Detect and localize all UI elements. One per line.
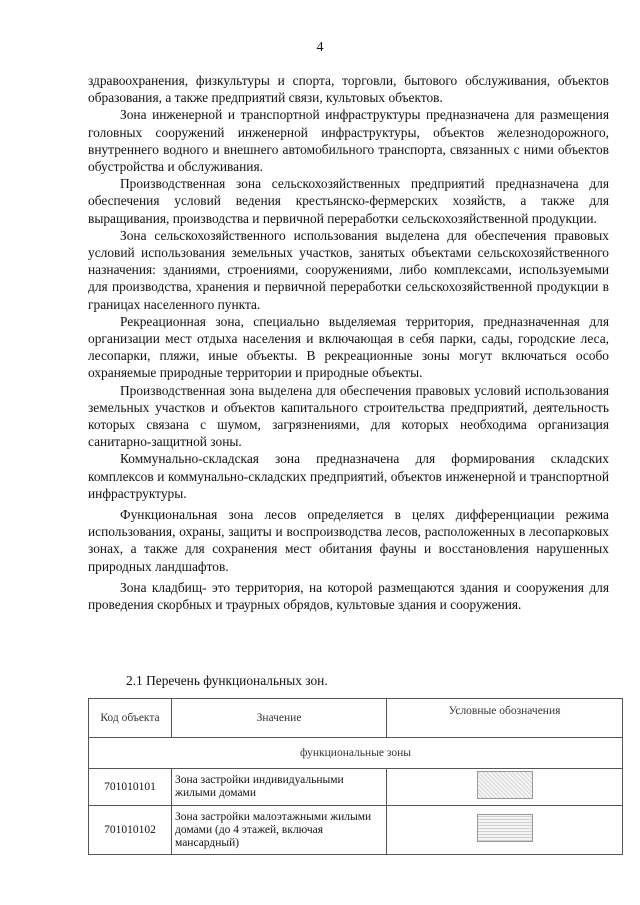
hatch-horizontal-swatch	[477, 814, 533, 842]
paragraph: Зона инженерной и транспортной инфраструктуры предназначена для размещения головных сооружений инженерной инфраструктуры, объектов железнодорожного, внутреннего водного и внешнего автомобильного транспорта, связанных с ними объектов обустройства и обслуживания.	[88, 107, 609, 175]
page-number: 4	[316, 40, 324, 55]
table-row	[89, 769, 623, 806]
header-code: Код объекта	[89, 699, 172, 738]
body-text	[88, 72, 609, 613]
row-name: Зона застройки индивидуальными жилыми домами	[172, 769, 387, 806]
row-code: 701010101	[89, 769, 172, 806]
table-caption: 2.1 Перечень функциональных зон.	[126, 673, 328, 688]
header-symbols: Условные обозначения	[387, 699, 623, 738]
group-label: функциональные зоны	[89, 738, 623, 769]
paragraph: Рекреационная зона, специально выделяемая территория, предназначенная для организации мест отдыха населения и включающая в себя парки, сады, городские леса, лесопарки, пляжи, иные объекты. В рекреационные зоны могут включаться особо охраняемые природные территории и природные объекты.	[88, 313, 609, 381]
row-name: Зона застройки малоэтажными жилыми домами (до 4 этажей, включая мансардный)	[172, 806, 387, 855]
table-header-row	[89, 699, 623, 738]
paragraph: Зона кладбищ- это территория, на которой размещаются здания и сооружения для проведения скорбных и траурных обрядов, культовые здания и сооружения.	[88, 579, 609, 613]
row-symbol-cell	[387, 806, 623, 855]
paragraph: здравоохранения, физкультуры и спорта, торговли, бытового обслуживания, объектов образования, а также предприятий связи, культовых объектов.	[88, 73, 609, 106]
row-symbol-cell	[387, 769, 623, 806]
paragraph: Функциональная зона лесов определяется в целях дифференциации режима использования, охраны, защиты и воспроизводства лесов, расположенных в лесопарковых зонах, а также для сохранения мест обитания фауны и восстановления нарушенных природных ландшафтов.	[88, 507, 609, 574]
paragraph: Производственная зона сельскохозяйственных предприятий предназначена для обеспечения условий ведения крестьянско-фермерских хозяйств, а также для выращивания, производства и первичной переработки сельскохозяйственной продукции.	[88, 176, 609, 226]
row-code: 701010102	[89, 806, 172, 855]
hatch-diagonal-swatch	[477, 771, 533, 799]
zones-table	[88, 698, 623, 855]
table-group-row	[89, 738, 623, 769]
paragraph: Производственная зона выделена для обеспечения правовых условий использования земельных участков и объектов капитального строительства предприятий, деятельность которых связана с шумом, загрязнениями, для которых необходима организация санитарно-защитной зоны.	[88, 382, 609, 450]
table-row	[89, 806, 623, 855]
paragraph: Зона сельскохозяйственного использования выделена для обеспечения правовых условий использования земельных участков, занятых объектами сельскохозяйственного назначения: зданиями, строениями, сооружениями, либо комплексами, используемыми для производства, хранения и первичной переработки сельскохозяйственной продукции в границах населенного пункта.	[88, 227, 609, 312]
paragraph: Коммунально-складская зона предназначена для формирования складских комплексов и коммунально-складских предприятий, объектов инженерной и транспортной инфраструктуры.	[88, 451, 609, 501]
header-value: Значение	[172, 699, 387, 738]
